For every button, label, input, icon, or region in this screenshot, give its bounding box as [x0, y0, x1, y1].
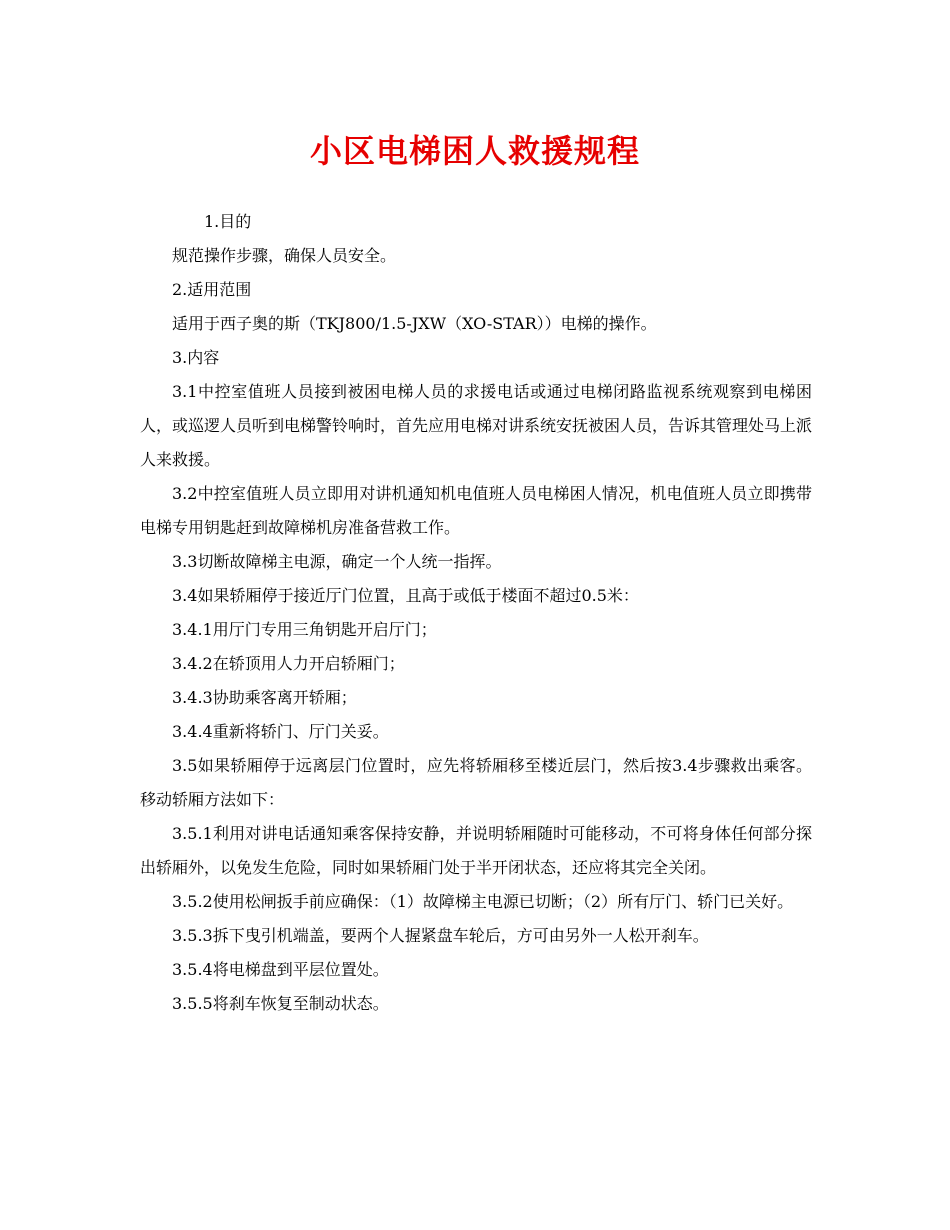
paragraph: 3.内容	[172, 348, 220, 367]
paragraph: 3.4.4重新将轿门、厅门关妥。	[172, 722, 389, 741]
document-title: 小区电梯困人救援规程	[309, 132, 640, 170]
paragraph: 3.1中控室值班人员接到被困电梯人员的求援电话或通过电梯闭路监视系统观察到电梯困人，或巡逻人员听到电梯警铃响时，首先应用电梯对讲系统安抚被困人员，告诉其管理处马上派人来救援。	[140, 382, 813, 469]
paragraph: 3.4.2在轿顶用人力开启轿厢门；	[172, 654, 405, 673]
paragraph: 3.4.1用厅门专用三角钥匙开启厅门；	[172, 620, 437, 639]
paragraph: 3.5如果轿厢停于远离层门位置时，应先将轿厢移至楼近层门，然后按3.4步骤救出乘客。移动轿厢方法如下：	[140, 756, 812, 809]
paragraph: 1.目的	[204, 212, 252, 231]
paragraph: 规范操作步骤，确保人员安全。	[172, 246, 397, 265]
paragraph: 3.5.2使用松闸扳手前应确保：（1）故障梯主电源已切断；（2）所有厅门、轿门已关好。	[172, 892, 794, 911]
paragraph: 适用于西子奥的斯（TKJ800/1.5-JXW（XO-STAR））电梯的操作。	[172, 314, 657, 333]
paragraph: 3.4.3协助乘客离开轿厢；	[172, 688, 357, 707]
paragraph: 2.适用范围	[172, 280, 252, 299]
paragraph: 3.5.4将电梯盘到平层位置处。	[172, 960, 389, 979]
paragraph: 3.2中控室值班人员立即用对讲机通知机电值班人员电梯困人情况，机电值班人员立即携带电梯专用钥匙赶到故障梯机房准备营救工作。	[140, 484, 812, 537]
document-body	[140, 205, 812, 1021]
paragraph: 3.4如果轿厢停于接近厅门位置，且高于或低于楼面不超过0.5米：	[172, 586, 639, 605]
paragraph: 3.5.3拆下曳引机端盖，要两个人握紧盘车轮后，方可由另外一人松开刹车。	[172, 926, 709, 945]
paragraph: 3.3切断故障梯主电源，确定一个人统一指挥。	[172, 552, 502, 571]
paragraph: 3.5.1利用对讲电话通知乘客保持安静，并说明轿厢随时可能移动，不可将身体任何部分探出轿厢外，以免发生危险，同时如果轿厢门处于半开闭状态，还应将其完全关闭。	[140, 824, 812, 877]
paragraph: 3.5.5将刹车恢复至制动状态。	[172, 994, 389, 1013]
